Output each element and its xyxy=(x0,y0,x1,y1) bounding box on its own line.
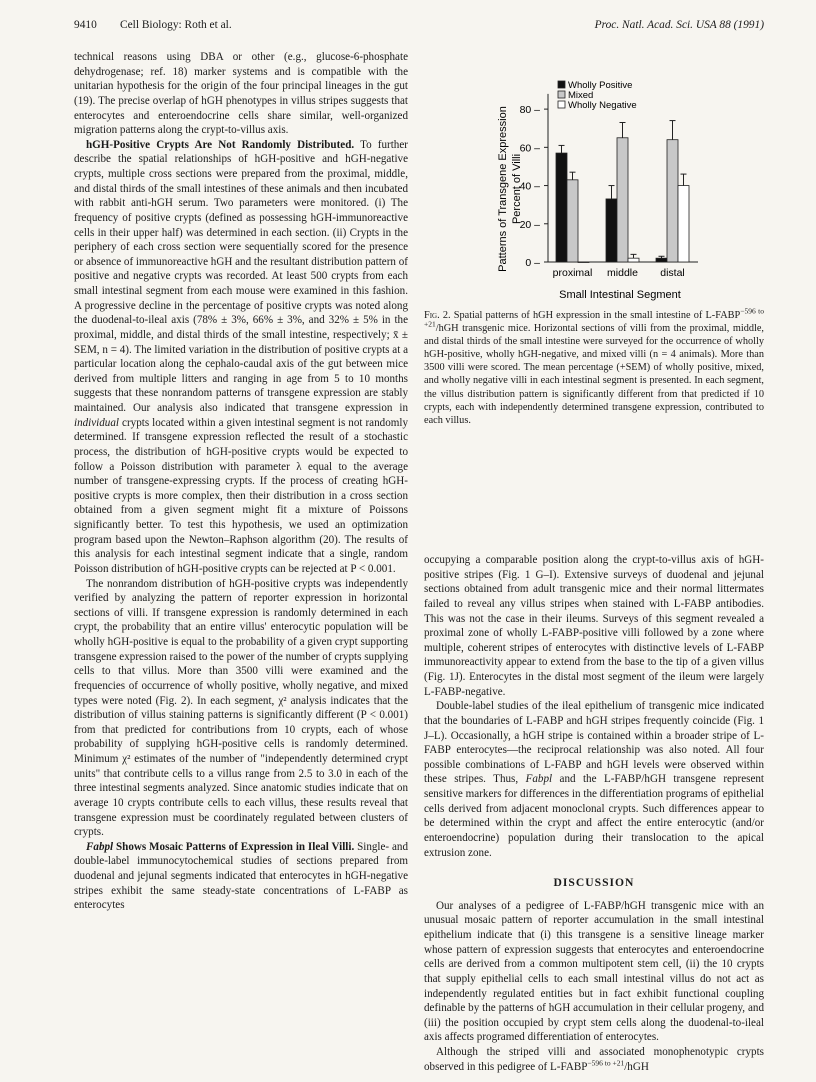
caption-superscript: −596 to +21 xyxy=(424,306,765,329)
paragraph-continuation: technical reasons using DBA or other (e.g., glucose-6-phosphate dehydrogenase; ref. 18) marker systems and is compatible with the unitarian hypothesis for the origin of the four principal lineages in the gut (19). The precise overlap of hGH phenotypes in villus stripes suggests that enterocytes and enteroendocrine cells share similar, well-organized migration patterns along the crypt-to-villus axis. xyxy=(74,51,408,137)
bar-mixed-proximal xyxy=(567,180,578,262)
left-column xyxy=(74,50,408,913)
section-heading-fabpl: Fabpl Shows Mosaic Patterns of Expression in Ileal Villi. xyxy=(86,840,355,853)
legend-swatch-0 xyxy=(558,81,565,88)
paragraph-lfabp-surveys: occupying a comparable position along the crypt-to-villus axis of hGH-positive stripes (Fig. 1 G–I). Extensive surveys of duodenal and jejunal sections obtained from adult transgenic mice and their normal littermates failed to reveal any villus stripes when stained with L-FABP antibodies. This was not the case in their ileums. Surveys of this segment revealed a proximal zone of wholly L-FABP-positive villi followed by a zone where multiple, coherent stripes of enterocytes with distinctive levels of L-FABP immunoreactivity appear to extend from the base to the tip of a given villus (Fig. 1J). Enterocytes in the distal most segment of the ileum were largely L-FABP-negative. xyxy=(424,554,764,698)
bar-mixed-distal xyxy=(667,140,678,262)
discussion-paragraph-2: Although the striped villi and associated monophenotypic crypts observed in this pedigree of $L-FABP^{-596 to +21}$/hGH xyxy=(424,1046,764,1073)
paragraph-double-label: Double-label studies of the ileal epithelium of transgenic mice indicated that the boundaries of L-FABP and hGH stripes frequently coincide (Fig. 1 J–L). Occasionally, a hGH stripe is contained within a broader stripe of L-FABP enterocytes—the reciprocal relationship was also noted. All four possible combinations of L-FABP and hGH levels were observed within these stripes. Thus, Fabpl and the L-FABP/hGH transgene represent sensitive markers for differences in the differentiation programs of epithelial cells derived from adjacent monoclonal crypts. Such differences appear to be determined within the crypt and affect the entire enterocytic (and/or enteroendocrine) population during their translocation to the apical extrusion zone. xyxy=(424,700,765,859)
bar-wholly-negative-distal xyxy=(678,186,689,262)
x-tick-label-middle: middle xyxy=(607,267,638,279)
section-crypts-text-2: crypts located within a given intestinal segment is not randomly determined. If transgene expression reflected the result of a stochastic process, the distribution of hGH-positive crypts would be expected to follow a Poisson distribution with parameter λ equal to the average number of transgene-expressing crypts. If the process of creating hGH-positive crypts is more complex, then their distribution in a cross section obtained from a given segment might fit a mixture of Poissons significantly better. To test this hypothesis, we used an optimization program based upon the Newton–Raphson algorithm (20). The results of this analysis for each intestinal segment indicate that a single, random Poisson distribution of hGH-positive crypts can be rejected at P < 0.001. xyxy=(74,416,408,575)
y-tick-label: 80 – xyxy=(519,104,540,117)
discussion-heading: DISCUSSION xyxy=(553,876,635,890)
legend-label-0: Wholly Positive xyxy=(568,80,633,91)
x-axis-label: Small Intestinal Segment xyxy=(559,289,681,301)
y-tick-label: 60 – xyxy=(519,142,540,155)
y-tick-label: 40 – xyxy=(519,180,540,193)
y-tick-label: 20 – xyxy=(519,218,540,231)
page-number: 9410 xyxy=(74,19,97,31)
x-tick-label-distal: distal xyxy=(660,267,685,279)
bar-wholly-positive-distal xyxy=(656,258,667,262)
section-crypts-text: To further describe the spatial relationships of hGH-positive and hGH-negative crypts, multiple cross sections were prepared from the proximal, middle, and distal thirds of the small intestines of these animals and then incubated with rabbit anti-hGH serum. Two parameters were monitored. (i) The frequency of positive crypts (defined as possessing hGH-immunoreactive cells in their upper half) was determined in each section. (ii) Crypts in the periphery of each cross section were sequentially scored for the presence or absence of immunoreactive hGH and the resultant distribution pattern of positive and negative crypts was recorded. At least 500 crypts from each small intestinal segment from each mouse were examined in this fashion. A progressive decline in the percentage of positive crypts was noted along the duodenal-to-ileal axis (78% ± 3%, 66% ± 3%, and 32% ± 5% in the proximal, middle, and distal thirds of the small intestine, respectively; x̄ ± SEM, n = 4). The limited variation in the distribution of positive crypts at a particular location along the cephalo-caudal axis of the gut between mice derived from multiple litters and ranging in age from 5 to 10 months suggests that these nonrandom patterns of transgene expression are stably maintained. Our analysis also indicated that transgene expression in xyxy=(74,138,408,414)
figure-caption xyxy=(424,306,765,427)
paragraph-villi-analysis: The nonrandom distribution of hGH-positive crypts was independently verified by analyzing the pattern of reporter expression in horizontal sections of villi. If transgene expression is randomly determined in each crypt, the probability that an entire villus' enterocytic population will be wholly hGH-positive is equal to the probability of a given crypt supporting transgene expression raised to the power of the number of crypts supplying cells to that villus. More than 3500 villi were examined and the frequencies of occurrence of wholly positive, wholly negative, and mixed types were noted (Fig. 2). In each segment, χ² analysis indicates that the distribution of villus staining patterns is significantly different (P < 0.001) from that predicted for contributions from 10 crypts, each of whose probability of supplying hGH-positive cells is randomly determined. Minimum χ² estimates of the number of "independently determined crypt units" that contribute cells to a villus range from 2.5 to 3.0 in each of the three intestinal segments analyzed. Since anatomic studies indicate that on average 10 crypts contribute cells to each villus, these results reveal that transgene expression must be coordinately regulated between clusters of crypts. xyxy=(74,577,408,839)
bar-wholly-positive-middle xyxy=(606,199,617,262)
figure-2 xyxy=(424,52,764,302)
discussion-paragraph-1: Our analyses of a pedigree of L-FABP/hGH transgenic mice with an unusual mosaic pattern of reporter accumulation in the small intestinal epithelium indicate that (i) this transgene is a sensitive lineage marker whose pattern of expression suggests that enterocytes and enteroendocrine cells are derived from a common multipotent stem cell, (ii) the 10 crypts that supply epithelial cells to each small intestinal villus do not act as independently regulated entities but in fact exhibit functional coupling definable by the patterns of hGH accumulation in their cellular progeny, and (iii) the position occupied by crypt stem cells along the duodenal-to-ileal axis affects programed differentiation of enterocytes. xyxy=(424,899,764,1044)
legend-label-1: Mixed xyxy=(568,90,594,101)
bar-wholly-negative-middle xyxy=(628,258,639,262)
y-axis-label-2: Percent of Villi xyxy=(511,153,523,225)
caption-label: Fig. 2. xyxy=(424,310,451,321)
caption-text: Spatial patterns of hGH expression in the small intestine of L-FABP xyxy=(453,310,741,321)
legend-label-2: Wholly Negative xyxy=(568,100,637,111)
y-tick-label: 0 – xyxy=(525,257,540,269)
section-crypts-paragraph xyxy=(74,138,408,577)
section-fabpl-text: Single- and double-label immunocytochemical studies of sections prepared from duodenal and jejunal segments indicated that enterocytes in hGH-negative stripes exhibit the same steady-state concentrations of L-FABP as enterocytes xyxy=(74,840,408,912)
emphasis-fabpl: Fabpl xyxy=(525,773,553,786)
section-fabpl-paragraph xyxy=(74,840,408,913)
caption-text-2: /hGH transgenic mice. Horizontal sections of villi from the proximal, middle, and distal thirds of the small intestine were surveyed for the occurrence of wholly hGH-positive, wholly hGH-negative, and mixed villi (n = 4 animals). More than 3500 villi were scored. The mean percentage (+SEM) of wholly positive, mixed, and wholly negative villi in each intestinal segment is presented. In each segment, the villus distribution pattern is significantly different from that predicted if 10 crypts, each with independently determined transgene expression, contributed to each villus. xyxy=(424,323,764,426)
bar-wholly-positive-proximal xyxy=(556,153,567,262)
legend-swatch-2 xyxy=(558,101,565,108)
emphasis-individual: individual xyxy=(74,416,119,429)
bar-chart xyxy=(424,52,764,302)
journal-citation: Proc. Natl. Acad. Sci. USA 88 (1991) xyxy=(594,19,764,31)
page-header xyxy=(74,19,764,35)
running-title: Cell Biology: Roth et al. xyxy=(120,19,232,31)
bar-wholly-negative-proximal xyxy=(578,262,589,263)
legend-swatch-1 xyxy=(558,91,565,98)
y-axis-label: Patterns of Transgene Expression xyxy=(497,106,509,272)
x-tick-label-proximal: proximal xyxy=(552,267,593,279)
right-column xyxy=(424,553,764,1074)
bar-mixed-middle xyxy=(617,138,628,262)
section-heading-crypts: hGH-Positive Crypts Are Not Randomly Distributed. xyxy=(86,138,355,151)
